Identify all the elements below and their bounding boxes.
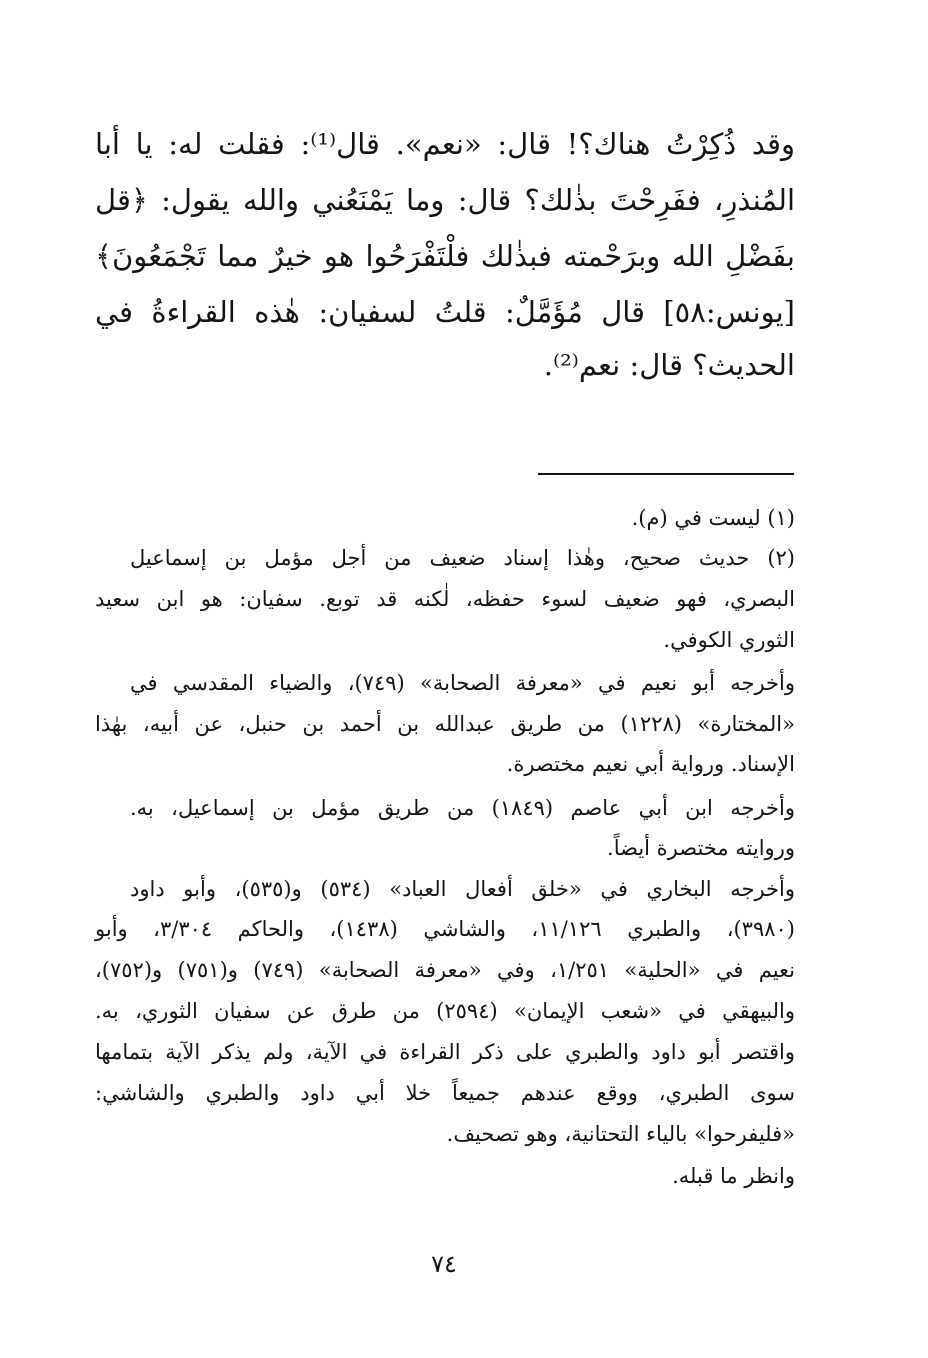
footnote-line: وأخرجه أبو نعيم في «معرفة الصحابة» (٧٤٩)، والضياء المقدسي في [130, 671, 795, 695]
footnote-line: نعيم في «الحلية» ١/٢٥١، وفي «معرفة الصحابة» (٧٤٩) و(٧٥١) و(٧٥٢)، [95, 958, 796, 982]
main-text-line: الحديث؟ قال: نعم⁽²⁾. [543, 348, 795, 382]
footnote-line: وروايته مختصرة أيضاً. [607, 836, 795, 860]
footnote-line: واقتصر أبو داود والطبري على ذكر القراءة في الآية، ولم يذكر الآية بتمامها [95, 1040, 795, 1064]
main-text-line: بفَضْلِ الله وبرَحْمته فبذٰلك فلْتَفْرَحُوا هو خيرٌ مما تَجْمَعُونَ﴾ [95, 239, 795, 273]
footnote-line: «المختارة» (١٢٢٨) من طريق عبدالله بن أحمد بن حنبل، عن أبيه، بهٰذا [95, 712, 795, 736]
footnote-line: البصري، فهو ضعيف لسوء حفظه، لٰكنه قد توبع. سفيان: هو ابن سعيد [95, 587, 795, 611]
footnote-line: (١) ليست في (م). [631, 506, 795, 530]
main-text-line: المُنذرِ، ففَرِحْتَ بذٰلك؟ قال: وما يَمْنَعُني والله يقول: ﴿قل [95, 183, 795, 217]
footnote-line: الثوري الكوفي. [663, 628, 795, 652]
footnote-line: وانظر ما قبله. [672, 1164, 795, 1188]
footnote-line: (٣٩٨٠)، والطبري ١١/١٢٦، والشاشي (١٤٣٨)، والحاكم ٣/٣٠٤، وأبو [95, 917, 795, 941]
footnote-line: سوى الطبري، ووقع عندهم جميعاً خلا أبي داود والطبري والشاشي: [95, 1081, 795, 1105]
footnote-separator [538, 473, 794, 475]
footnote-line: (٢) حديث صحيح، وهٰذا إسناد ضعيف من أجل مؤمل بن إسماعيل [130, 546, 795, 570]
page-number: ٧٤ [431, 1250, 457, 1278]
main-text-line: وقد ذُكِرْتُ هناك؟! قال: «نعم». قال⁽¹⁾: فقلت له: يا أبا [95, 127, 795, 161]
footnote-line: وأخرجه البخاري في «خلق أفعال العباد» (٥٣٤) و(٥٣٥)، وأبو داود [130, 877, 796, 901]
main-text-line: [يونس:٥٨] قال مُؤَمَّلٌ: قلتُ لسفيان: هٰذه القراءةُ في [95, 295, 795, 329]
footnote-line: «فليفرحوا» بالياء التحتانية، وهو تصحيف. [446, 1122, 795, 1146]
footnote-line: وأخرجه ابن أبي عاصم (١٨٤٩) من طريق مؤمل بن إسماعيل، به. [130, 796, 796, 820]
footnote-line: والبيهقي في «شعب الإيمان» (٢٥٩٤) من طرق عن سفيان الثوري، به. [95, 999, 795, 1023]
footnote-line: الإسناد. ورواية أبي نعيم مختصرة. [506, 752, 795, 776]
